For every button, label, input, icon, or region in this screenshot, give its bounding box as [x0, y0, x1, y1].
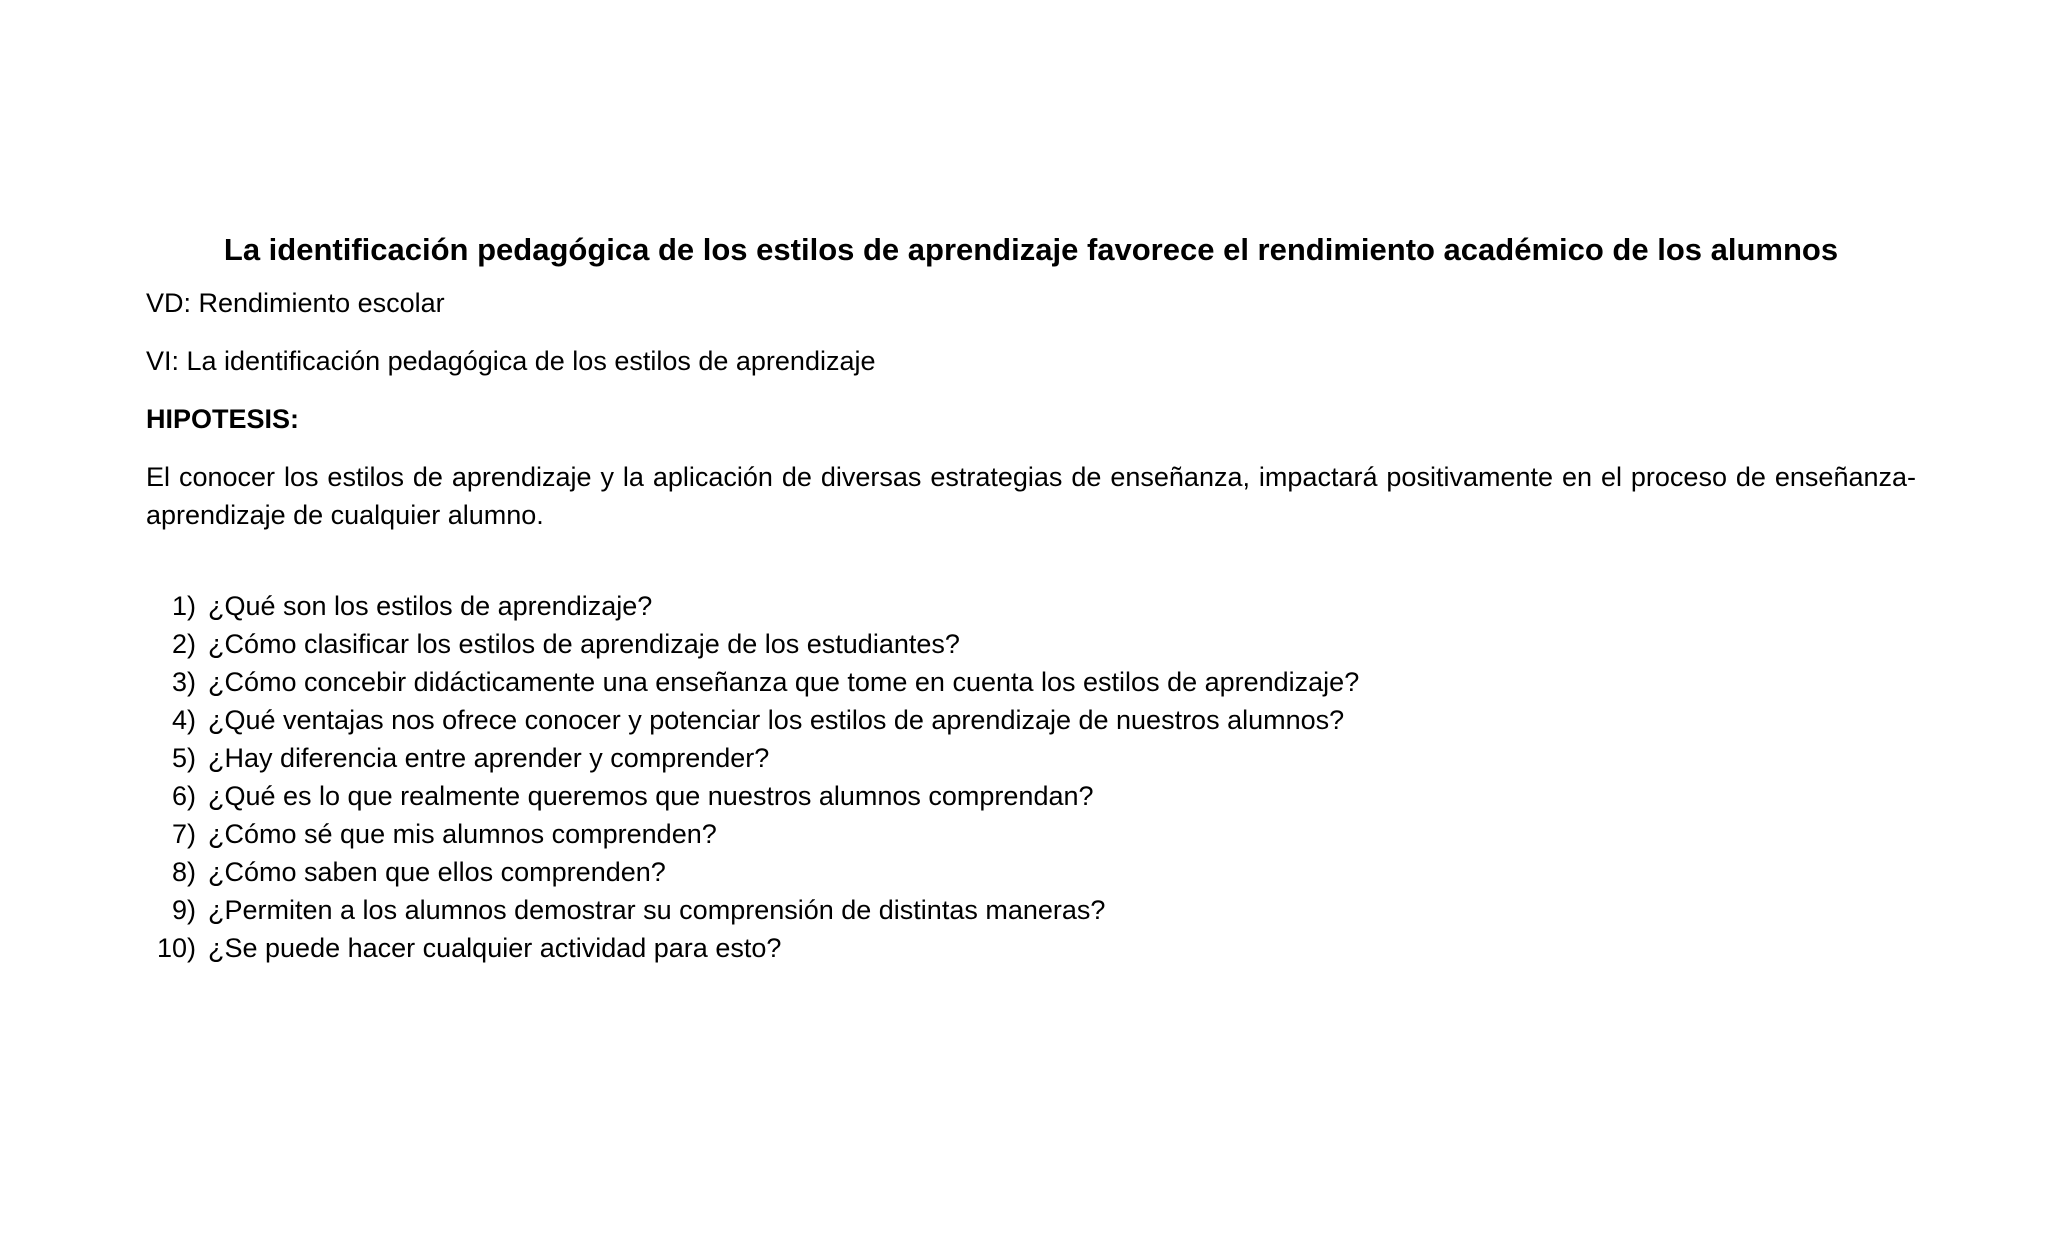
question-number: 3)	[171, 667, 196, 697]
question-text: ¿Cómo saben que ellos comprenden?	[208, 857, 666, 887]
dependent-variable: VD: Rendimiento escolar	[146, 288, 445, 318]
hypothesis-heading: HIPOTESIS:	[146, 404, 300, 434]
question-item	[146, 625, 1916, 663]
question-item	[146, 739, 1916, 777]
question-number: 5)	[171, 743, 196, 773]
question-text: ¿Hay diferencia entre aprender y comprender?	[208, 743, 770, 773]
question-item	[146, 777, 1916, 815]
question-number: 1)	[171, 591, 196, 621]
question-item	[146, 701, 1916, 739]
question-number: 2)	[171, 629, 196, 659]
question-text: ¿Se puede hacer cualquier actividad para esto?	[208, 933, 782, 963]
question-item	[146, 891, 1916, 929]
question-number: 7)	[171, 819, 196, 849]
question-text: ¿Qué ventajas nos ofrece conocer y potenciar los estilos de aprendizaje de nuestros alumnos?	[208, 705, 1345, 735]
question-number: 6)	[171, 781, 196, 811]
question-text: ¿Cómo concebir didácticamente una enseñanza que tome en cuenta los estilos de aprendizaje?	[208, 667, 1360, 697]
question-item	[146, 853, 1916, 891]
independent-variable: VI: La identificación pedagógica de los estilos de aprendizaje	[146, 346, 876, 376]
questions-list	[146, 587, 1916, 967]
question-text: ¿Cómo clasificar los estilos de aprendizaje de los estudiantes?	[208, 629, 960, 659]
question-item	[146, 663, 1916, 701]
hypothesis-text: El conocer los estilos de aprendizaje y la aplicación de diversas estrategias de enseñanza, impactará positivamente en el proceso de enseñanza-aprendizaje de cualquier alumno.	[146, 462, 1916, 530]
question-item	[146, 815, 1916, 853]
question-number: 4)	[171, 705, 196, 735]
question-text: ¿Qué son los estilos de aprendizaje?	[208, 591, 653, 621]
question-text: ¿Cómo sé que mis alumnos comprenden?	[208, 819, 717, 849]
document-content	[146, 228, 1916, 967]
question-item	[146, 929, 1916, 967]
question-number: 9)	[171, 895, 196, 925]
question-item	[146, 587, 1916, 625]
question-number: 8)	[171, 857, 196, 887]
question-text: ¿Permiten a los alumnos demostrar su comprensión de distintas maneras?	[208, 895, 1106, 925]
question-number: 10)	[156, 933, 196, 963]
question-text: ¿Qué es lo que realmente queremos que nuestros alumnos comprendan?	[208, 781, 1094, 811]
document-title: La identificación pedagógica de los estilos de aprendizaje favorece el rendimiento académico de los alumnos	[223, 232, 1839, 267]
